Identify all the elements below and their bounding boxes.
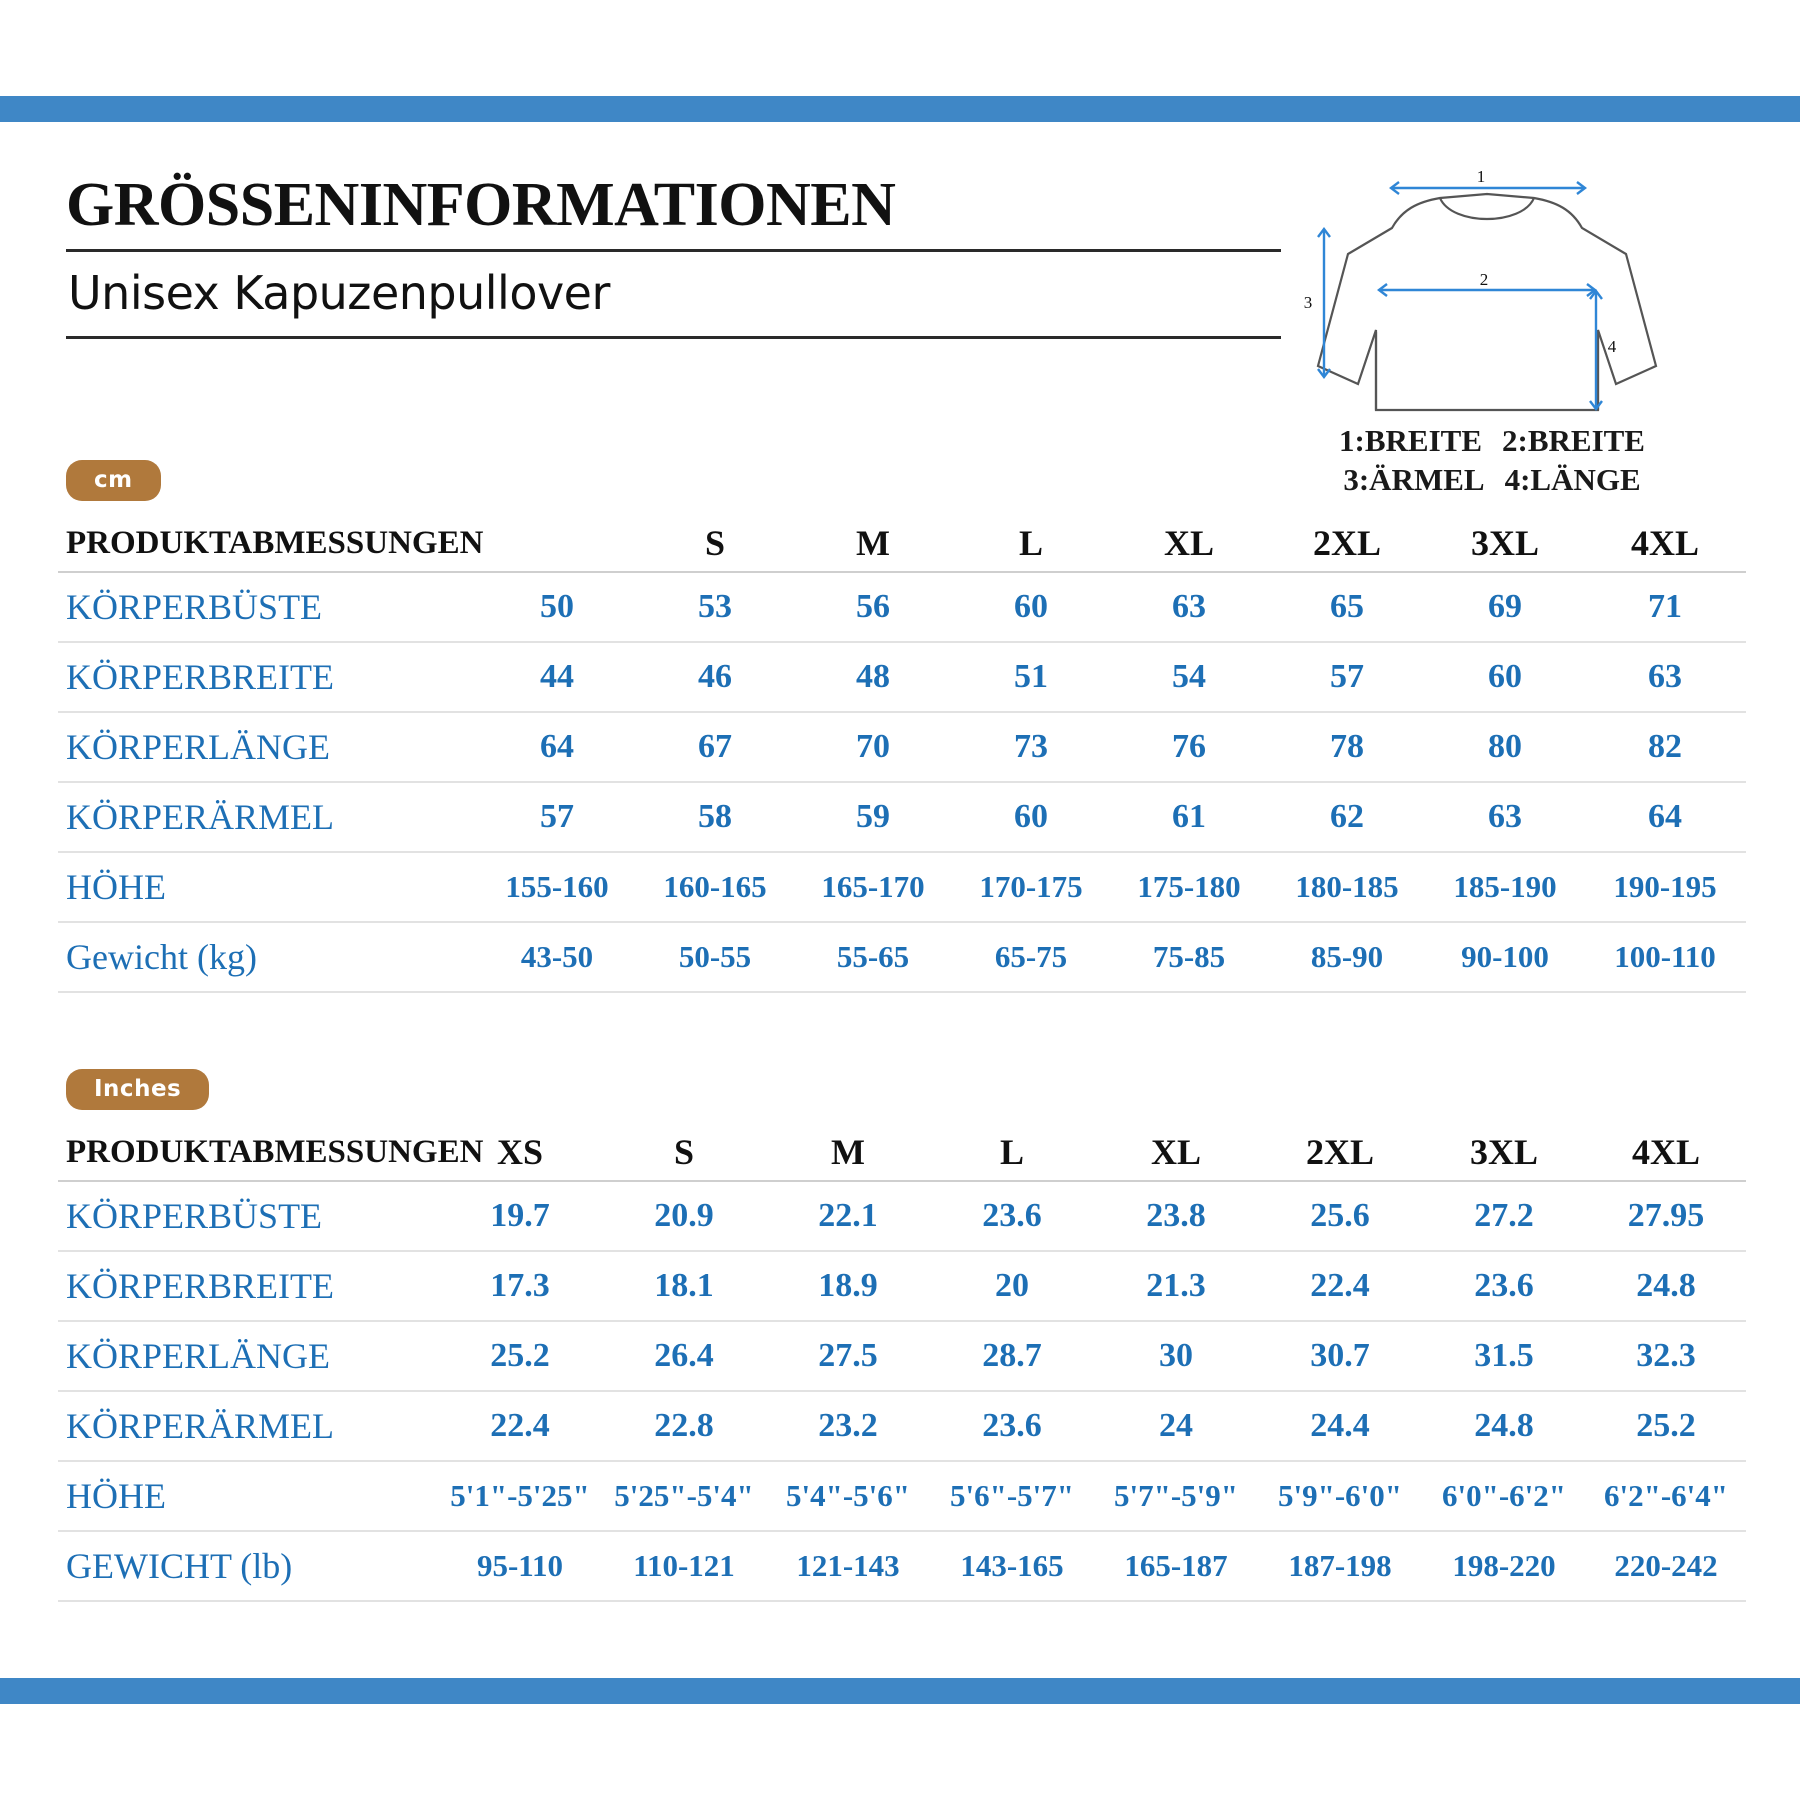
cell: 21.3 xyxy=(1094,1251,1258,1321)
cell: 50-55 xyxy=(636,922,794,992)
cell: 5'4"-5'6" xyxy=(766,1461,930,1531)
row-label-length-cm: KÖRPERLÄNGE xyxy=(58,712,478,782)
chart-content xyxy=(0,122,1800,1678)
cell: 5'1"-5'25" xyxy=(438,1461,602,1531)
cell: 85-90 xyxy=(1268,922,1426,992)
col-header-size-m: M xyxy=(794,515,952,572)
legend-3: 3:ÄRMEL xyxy=(1343,461,1485,497)
cell: 155-160 xyxy=(478,852,636,922)
cell: 19.7 xyxy=(438,1181,602,1251)
cell: 143-165 xyxy=(930,1531,1094,1601)
table-row xyxy=(58,1181,1746,1251)
cell: 63 xyxy=(1584,642,1746,712)
cell: 60 xyxy=(952,782,1110,852)
cell: 22.1 xyxy=(766,1181,930,1251)
table-header-row-cm xyxy=(58,515,1746,572)
table-row xyxy=(58,642,1746,712)
cell: 24.8 xyxy=(1586,1251,1746,1321)
col-header-size-s: S xyxy=(636,515,794,572)
cell: 63 xyxy=(1426,782,1584,852)
cell: 48 xyxy=(794,642,952,712)
cell: 23.6 xyxy=(930,1181,1094,1251)
cell: 59 xyxy=(794,782,952,852)
col-header-size-xl-in: XL xyxy=(1094,1124,1258,1181)
cell: 6'2"-6'4" xyxy=(1586,1461,1746,1531)
unit-badge-cm: cm xyxy=(66,460,161,501)
cell: 58 xyxy=(636,782,794,852)
table-row xyxy=(58,922,1746,992)
cell: 18.9 xyxy=(766,1251,930,1321)
cell: 5'6"-5'7" xyxy=(930,1461,1094,1531)
page-title: GRÖSSENINFORMATIONEN xyxy=(66,171,896,239)
col-header-size-3xl-in: 3XL xyxy=(1422,1124,1586,1181)
row-label-bust-cm: KÖRPERBÜSTE xyxy=(58,572,478,642)
cell: 95-110 xyxy=(438,1531,602,1601)
bottom-accent-band xyxy=(0,1678,1800,1704)
cell: 64 xyxy=(478,712,636,782)
cell: 51 xyxy=(952,642,1110,712)
cell: 165-170 xyxy=(794,852,952,922)
cell: 67 xyxy=(636,712,794,782)
cell: 22.4 xyxy=(438,1391,602,1461)
cell: 190-195 xyxy=(1584,852,1746,922)
top-accent-band xyxy=(0,96,1800,122)
cell: 75-85 xyxy=(1110,922,1268,992)
cell: 30 xyxy=(1094,1321,1258,1391)
cell: 160-165 xyxy=(636,852,794,922)
cell: 121-143 xyxy=(766,1531,930,1601)
col-header-size-4xl: 4XL xyxy=(1584,515,1746,572)
table-row xyxy=(58,572,1746,642)
cell: 198-220 xyxy=(1422,1531,1586,1601)
cell: 17.3 xyxy=(438,1251,602,1321)
title-divider xyxy=(66,249,1281,252)
col-header-product-cm: PRODUKTABMESSUNGEN xyxy=(58,515,478,572)
cell: 56 xyxy=(794,572,952,642)
cell: 65-75 xyxy=(952,922,1110,992)
table-header-row-inches xyxy=(58,1124,1746,1181)
cell: 5'25"-5'4" xyxy=(602,1461,766,1531)
row-label-sleeve-cm: KÖRPERÄRMEL xyxy=(58,782,478,852)
table-row xyxy=(58,852,1746,922)
cell: 53 xyxy=(636,572,794,642)
cell: 100-110 xyxy=(1584,922,1746,992)
cell: 175-180 xyxy=(1110,852,1268,922)
col-header-size-3xl: 3XL xyxy=(1426,515,1584,572)
cell: 27.2 xyxy=(1422,1181,1586,1251)
cell: 24 xyxy=(1094,1391,1258,1461)
diagram-mark-4: 4 xyxy=(1607,337,1617,356)
cell: 24.4 xyxy=(1258,1391,1422,1461)
cell: 220-242 xyxy=(1586,1531,1746,1601)
cell: 73 xyxy=(952,712,1110,782)
table-row xyxy=(58,1531,1746,1601)
cell: 185-190 xyxy=(1426,852,1584,922)
col-header-product-inches: PRODUKTABMESSUNGEN xyxy=(58,1124,438,1181)
cell: 25.6 xyxy=(1258,1181,1422,1251)
cell: 22.8 xyxy=(602,1391,766,1461)
cell: 23.6 xyxy=(930,1391,1094,1461)
col-header-size-l: L xyxy=(952,515,1110,572)
row-label-weight-in: GEWICHT (lb) xyxy=(58,1531,438,1601)
cell: 76 xyxy=(1110,712,1268,782)
cell: 60 xyxy=(952,572,1110,642)
cell: 43-50 xyxy=(478,922,636,992)
cell: 20 xyxy=(930,1251,1094,1321)
size-table-cm xyxy=(58,515,1746,993)
cell: 61 xyxy=(1110,782,1268,852)
cell: 28.7 xyxy=(930,1321,1094,1391)
legend-4: 4:LÄNGE xyxy=(1504,461,1641,497)
cell: 64 xyxy=(1584,782,1746,852)
row-label-width-in: KÖRPERBREITE xyxy=(58,1251,438,1321)
size-table-inches xyxy=(58,1124,1746,1602)
cell: 55-65 xyxy=(794,922,952,992)
table-row xyxy=(58,1321,1746,1391)
diagram-mark-3: 3 xyxy=(1303,293,1313,312)
row-label-length-in: KÖRPERLÄNGE xyxy=(58,1321,438,1391)
cell: 170-175 xyxy=(952,852,1110,922)
col-header-size-blank-cm xyxy=(478,515,636,572)
cell: 25.2 xyxy=(1586,1391,1746,1461)
cell: 5'7"-5'9" xyxy=(1094,1461,1258,1531)
col-header-size-m-in: M xyxy=(766,1124,930,1181)
cell: 80 xyxy=(1426,712,1584,782)
page-subtitle: Unisex Kapuzenpullover xyxy=(68,266,610,320)
cell: 90-100 xyxy=(1426,922,1584,992)
cell: 78 xyxy=(1268,712,1426,782)
cell: 110-121 xyxy=(602,1531,766,1601)
col-header-size-xs-in: XS xyxy=(438,1124,602,1181)
cell: 44 xyxy=(478,642,636,712)
cell: 22.4 xyxy=(1258,1251,1422,1321)
cell: 23.2 xyxy=(766,1391,930,1461)
cell: 180-185 xyxy=(1268,852,1426,922)
subtitle-divider xyxy=(66,336,1281,339)
table-row xyxy=(58,1461,1746,1531)
cell: 23.8 xyxy=(1094,1181,1258,1251)
cell: 63 xyxy=(1110,572,1268,642)
cell: 50 xyxy=(478,572,636,642)
cell: 165-187 xyxy=(1094,1531,1258,1601)
row-label-height-in: HÖHE xyxy=(58,1461,438,1531)
col-header-size-xl: XL xyxy=(1110,515,1268,572)
diagram-mark-2: 2 xyxy=(1479,270,1489,289)
diagram-legend xyxy=(1272,422,1712,500)
cell: 18.1 xyxy=(602,1251,766,1321)
table-row xyxy=(58,1251,1746,1321)
cell: 187-198 xyxy=(1258,1531,1422,1601)
cell: 32.3 xyxy=(1586,1321,1746,1391)
hoodie-measure-icon xyxy=(1272,170,1702,420)
cell: 24.8 xyxy=(1422,1391,1586,1461)
row-label-weight-cm: Gewicht (kg) xyxy=(58,922,478,992)
cell: 71 xyxy=(1584,572,1746,642)
cell: 6'0"-6'2" xyxy=(1422,1461,1586,1531)
col-header-size-s-in: S xyxy=(602,1124,766,1181)
cell: 54 xyxy=(1110,642,1268,712)
cell: 46 xyxy=(636,642,794,712)
col-header-size-l-in: L xyxy=(930,1124,1094,1181)
cell: 31.5 xyxy=(1422,1321,1586,1391)
section-spacer xyxy=(58,993,1742,1069)
cell: 70 xyxy=(794,712,952,782)
cell: 65 xyxy=(1268,572,1426,642)
cell: 30.7 xyxy=(1258,1321,1422,1391)
col-header-size-2xl: 2XL xyxy=(1268,515,1426,572)
col-header-size-4xl-in: 4XL xyxy=(1586,1124,1746,1181)
row-label-bust-in: KÖRPERBÜSTE xyxy=(58,1181,438,1251)
cell: 57 xyxy=(478,782,636,852)
cell: 27.5 xyxy=(766,1321,930,1391)
row-label-width-cm: KÖRPERBREITE xyxy=(58,642,478,712)
col-header-size-2xl-in: 2XL xyxy=(1258,1124,1422,1181)
table-row xyxy=(58,782,1746,852)
legend-2: 2:BREITE xyxy=(1502,423,1645,458)
unit-badge-inches: Inches xyxy=(66,1069,209,1110)
cell: 20.9 xyxy=(602,1181,766,1251)
garment-diagram xyxy=(1272,170,1702,420)
table-row xyxy=(58,1391,1746,1461)
cell: 26.4 xyxy=(602,1321,766,1391)
table-row xyxy=(58,712,1746,782)
cell: 69 xyxy=(1426,572,1584,642)
cell: 62 xyxy=(1268,782,1426,852)
cell: 25.2 xyxy=(438,1321,602,1391)
cell: 82 xyxy=(1584,712,1746,782)
cell: 57 xyxy=(1268,642,1426,712)
diagram-mark-1: 1 xyxy=(1476,170,1486,186)
cell: 60 xyxy=(1426,642,1584,712)
row-label-sleeve-in: KÖRPERÄRMEL xyxy=(58,1391,438,1461)
row-label-height-cm: HÖHE xyxy=(58,852,478,922)
cell: 5'9"-6'0" xyxy=(1258,1461,1422,1531)
cell: 23.6 xyxy=(1422,1251,1586,1321)
cell: 27.95 xyxy=(1586,1181,1746,1251)
legend-1: 1:BREITE xyxy=(1339,423,1482,458)
